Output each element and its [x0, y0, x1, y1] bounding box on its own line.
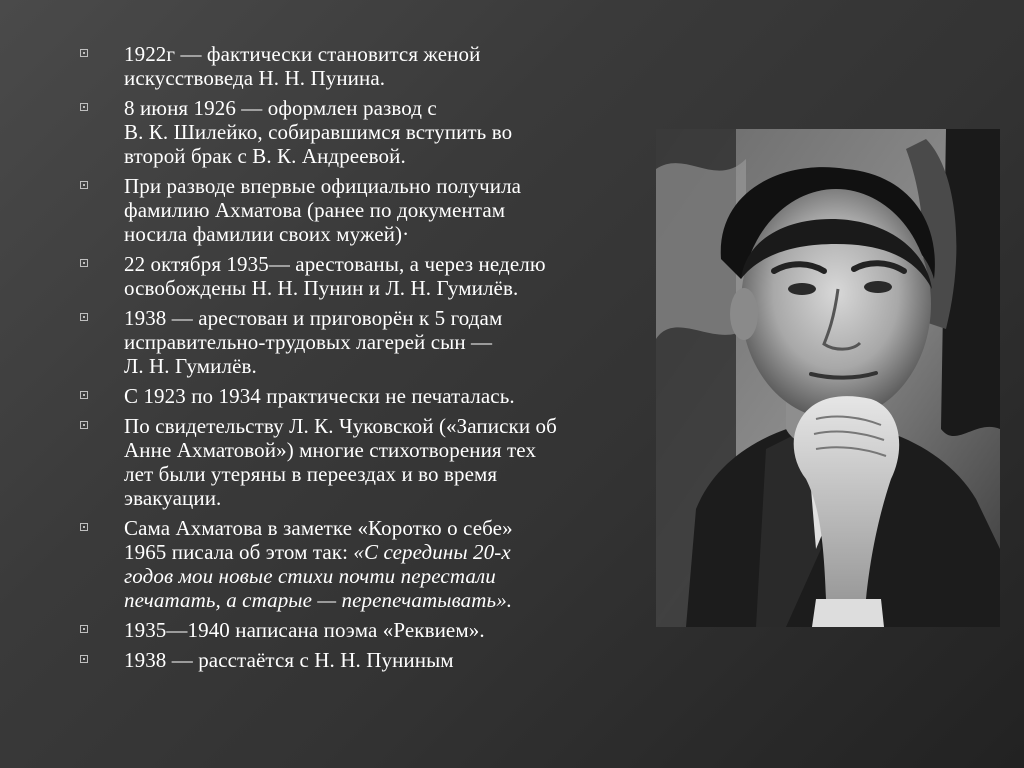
- quote-line: «С середины 20-х: [353, 540, 511, 564]
- bullet-line: фамилию Ахматова (ранее по документам: [124, 198, 506, 222]
- bullet-square-icon: [80, 313, 88, 321]
- bullet-list: [72, 42, 652, 678]
- bullet-line: Л. Н. Гумилёв.: [124, 354, 257, 378]
- bullet-square-icon: [80, 49, 88, 57]
- bullet-square-icon: [80, 181, 88, 189]
- bullet-line: По свидетельству Л. К. Чуковской («Записки об: [124, 414, 557, 438]
- bullet-line: 22 октября 1935— арестованы, а через неделю: [124, 252, 546, 276]
- bullet-line: 1938 — арестован и приговорён к 5 годам: [124, 306, 503, 330]
- bullet-line: носила фамилии своих мужей)·: [124, 222, 410, 246]
- bullet-line: Анне Ахматовой») многие стихотворения тех: [124, 438, 537, 462]
- bullet-square-icon: [80, 655, 88, 663]
- bullet-square-icon: [80, 259, 88, 267]
- bullet-square-icon: [80, 391, 88, 399]
- bullet-line: Сама Ахматова в заметке «Коротко о себе»: [124, 516, 513, 540]
- bullet-line: эвакуации.: [124, 486, 222, 510]
- bullet-line: При разводе впервые официально получила: [124, 174, 522, 198]
- bullet-item: [72, 252, 652, 300]
- bullet-line: 8 июня 1926 — оформлен развод с: [124, 96, 437, 120]
- bullet-line: освобождены Н. Н. Пунин и Л. Н. Гумилёв.: [124, 276, 519, 300]
- bullet-line: лет были утеряны в переездах и во время: [124, 462, 498, 486]
- bullet-line: С 1923 по 1934 практически не печаталась.: [124, 384, 515, 408]
- bullet-item: [72, 42, 652, 90]
- bullet-item: [72, 414, 652, 510]
- bullet-square-icon: [80, 625, 88, 633]
- bullet-item: [72, 516, 652, 612]
- quote-line: годов мои новые стихи почти перестали: [124, 564, 496, 588]
- bullet-line: исправительно-трудовых лагерей сын —: [124, 330, 493, 354]
- quote-line: печатать, а старые — перепечатывать».: [124, 588, 513, 612]
- bullet-item: [72, 174, 652, 246]
- bullet-line: 1922г — фактически становится женой: [124, 42, 481, 66]
- bullet-square-icon: [80, 421, 88, 429]
- bullet-item: [72, 96, 652, 168]
- bullet-line: 1965 писала об этом так:: [124, 540, 354, 564]
- bullet-item: [72, 306, 652, 378]
- portrait-image: [656, 129, 1000, 627]
- bullet-line: 1935—1940 написана поэма «Реквием».: [124, 618, 485, 642]
- bullet-square-icon: [80, 523, 88, 531]
- bullet-item: [72, 618, 652, 642]
- bullet-line: 1938 — расстаётся с Н. Н. Пуниным: [124, 648, 454, 672]
- bullet-item: [72, 384, 652, 408]
- bullet-square-icon: [80, 103, 88, 111]
- bullet-item: [72, 648, 652, 672]
- portrait-photo: [656, 129, 1000, 627]
- bullet-line: В. К. Шилейко, собиравшимся вступить во: [124, 120, 513, 144]
- bullet-line: искусствоведа Н. Н. Пунина.: [124, 66, 386, 90]
- bullet-line: второй брак с В. К. Андреевой.: [124, 144, 406, 168]
